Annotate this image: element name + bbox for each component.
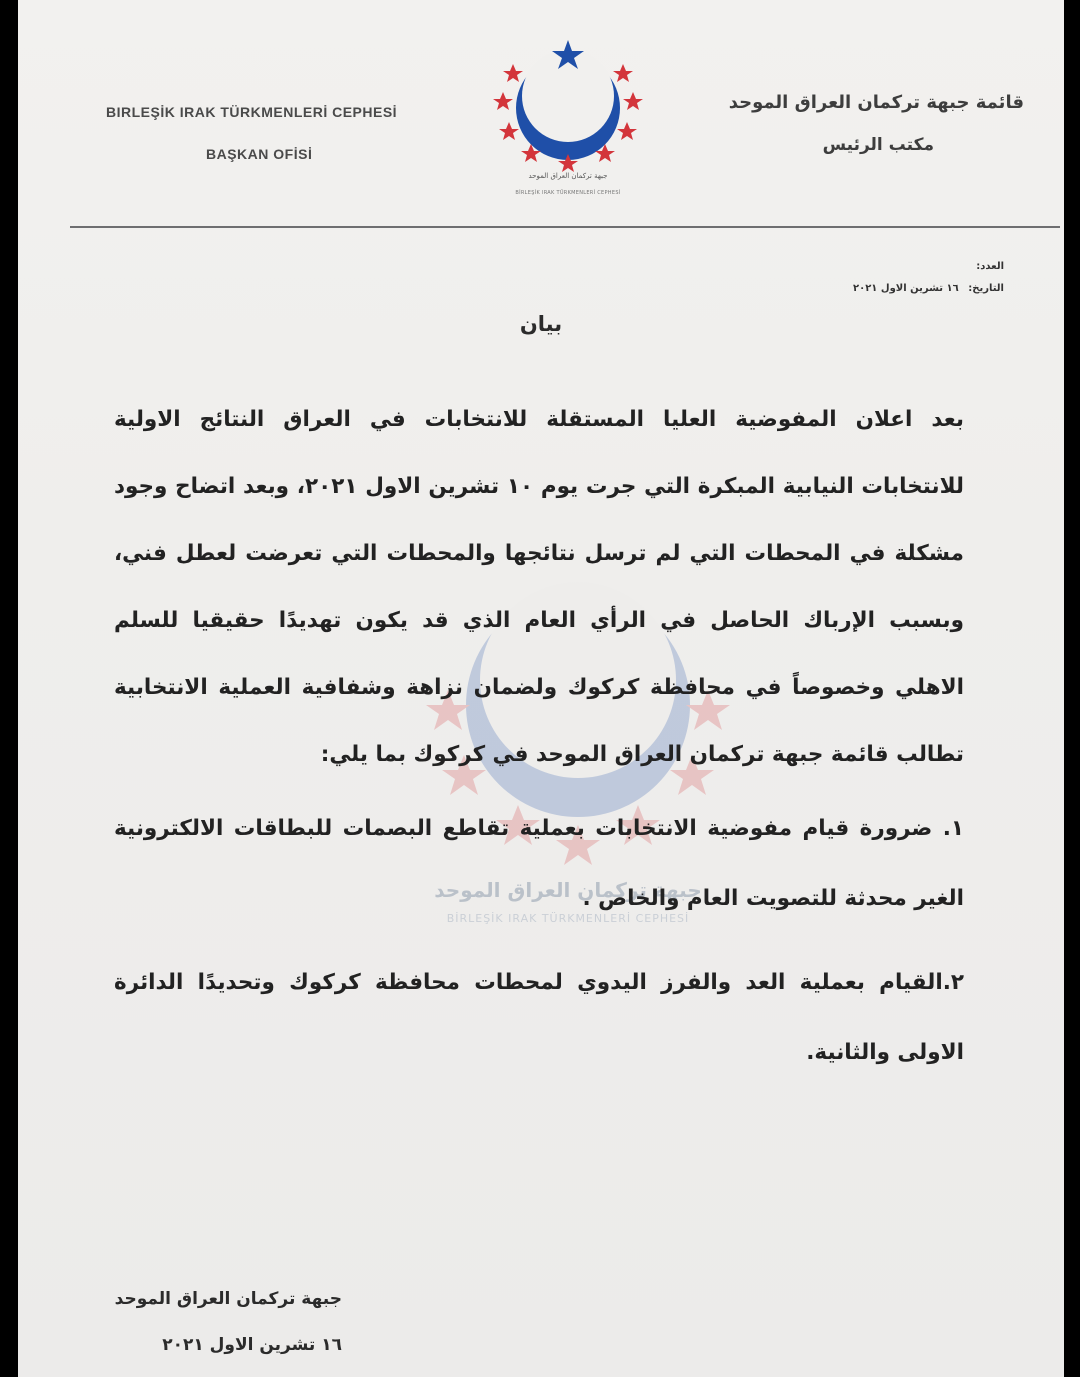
header-turkish-office: BAŞKAN OFİSİ [206, 146, 313, 162]
document-meta [853, 256, 1004, 300]
signature-date: ١٦ تشرين الاول ٢٠٢١ [162, 1335, 342, 1355]
logo-crescent [516, 50, 620, 160]
logo-caption-turkish: BİRLEŞİK IRAK TÜRKMENLERİ CEPHESİ [515, 190, 621, 196]
meta-number-row [853, 256, 1004, 278]
header-arabic-office: مكتب الرئيس [822, 135, 934, 155]
meta-date-value: ١٦ تشرين الاول ٢٠٢١ [853, 283, 959, 294]
front-logo-icon [473, 38, 663, 208]
signature-block [115, 1276, 342, 1368]
watermark-turkish-text: BİRLEŞİK IRAK TÜRKMENLERİ CEPHESİ [446, 912, 690, 925]
statement-point-1: ١. ضرورة قيام مفوضية الانتخابات بعملية تقاطع البصمات للبطاقات الالكترونية الغير محدثة للتصويت العام والخاص . [114, 816, 964, 911]
meta-number-label: العدد: [976, 261, 1004, 272]
watermark-arabic-text: جبهة تركمان العراق الموحد [434, 878, 702, 902]
meta-date-label: التاريخ: [968, 283, 1004, 294]
header-divider [70, 226, 1060, 228]
letter-page [18, 0, 1064, 1377]
header-turkish-block [106, 104, 466, 162]
meta-date-row [853, 278, 1004, 300]
header-arabic-org-name: قائمة جبهة تركمان العراق الموحد [728, 92, 1024, 113]
statement-point-2: ٢.القيام بعملية العد والفرز اليدوي لمحطات محافظة كركوك وتحديدًا الدائرة الاولى والثانية. [114, 970, 964, 1065]
header-arabic-block [664, 92, 1024, 155]
signature-org: جبهة تركمان العراق الموحد [114, 1289, 342, 1309]
statement-paragraph: بعد اعلان المفوضية العليا المستقلة للانتخابات في العراق النتائج الاولية للانتخابات النيابية المبكرة التي جرت يوم ١٠ تشرين الاول ٢٠٢١، وبعد اتضاح وجود مشكلة في المحطات التي لم ترسل نتائجها والمحطات التي تعرضت لعطل فني، وبسبب الإرباك الحاصل في الرأي العام الذي قد يكون تهديدًا حقيقيا للسلم الاهلي وخصوصاً في محافظة كركوك ولضمان نزاهة وشفافية العملية الانتخابية تطالب قائمة جبهة تركمان العراق الموحد في كركوك بما يلي: [114, 407, 964, 767]
statement-title: بيان [519, 312, 563, 336]
logo-caption-arabic: جبهة تركمان العراق الموحد [528, 172, 608, 180]
header-turkish-org-name: BIRLEŞİK IRAK TÜRKMENLERİ CEPHESİ [106, 104, 398, 120]
